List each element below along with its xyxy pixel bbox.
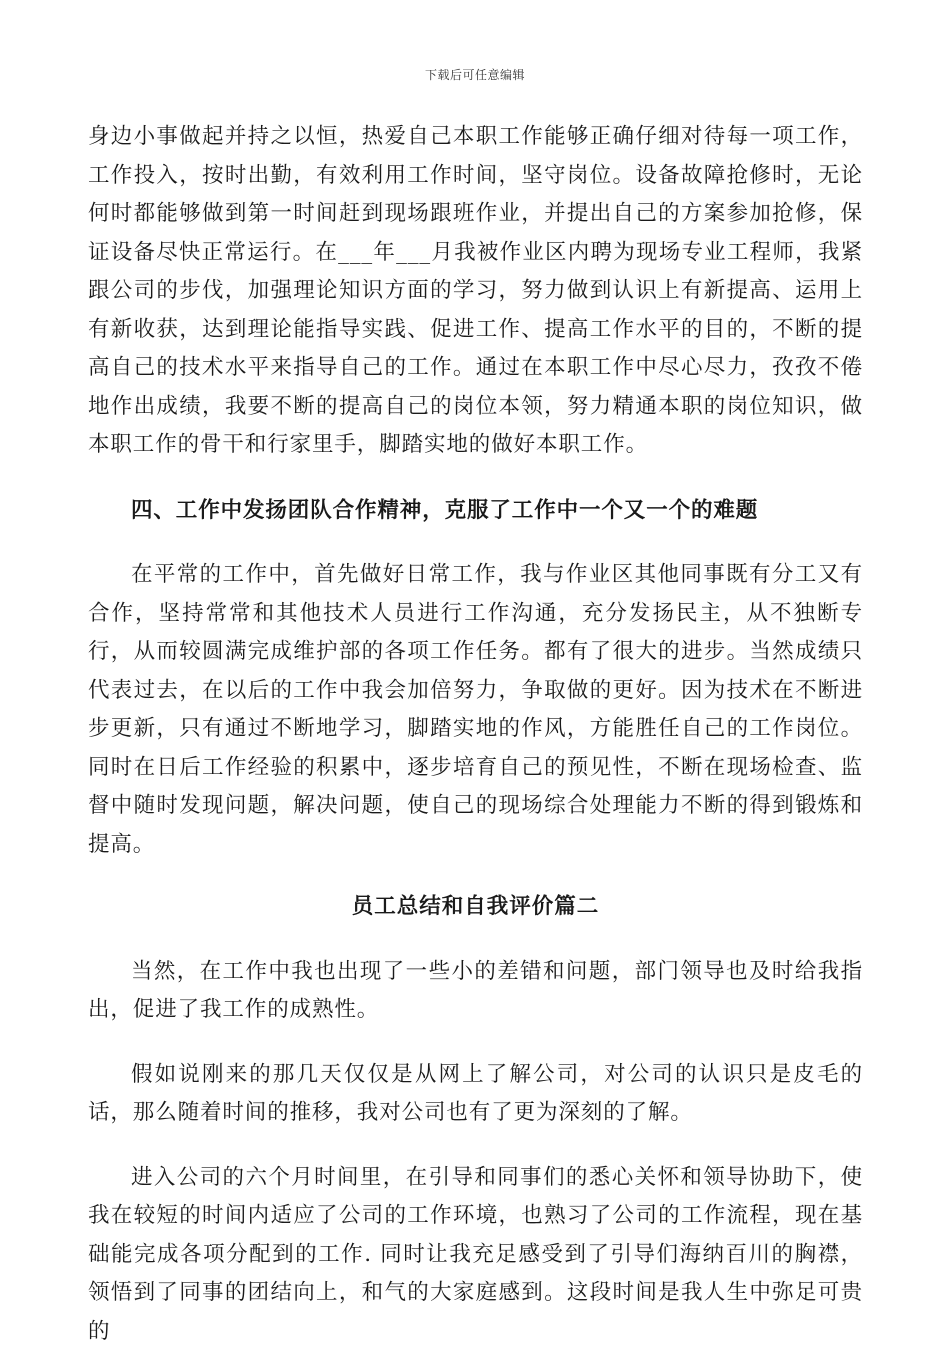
- paragraph-understanding: 假如说刚来的那几天仅仅是从网上了解公司，对公司的认识只是皮毛的话，那么随着时间的推移，我对公司也有了更为深刻的了解。: [88, 1056, 863, 1133]
- document-body: [88, 118, 863, 1351]
- paragraph-mistakes: 当然，在工作中我也出现了一些小的差错和问题，部门领导也及时给我指出，促进了我工作的成熟性。: [88, 953, 863, 1030]
- section-heading-four: 四、工作中发扬团队合作精神，克服了工作中一个又一个的难题: [88, 492, 863, 531]
- paragraph-teamwork: 在平常的工作中，首先做好日常工作，我与作业区其他同事既有分工又有合作，坚持常常和其他技术人员进行工作沟通，充分发扬民主，从不独断专行，从而较圆满完成维护部的各项工作任务。都有了很大的进步。当然成绩只代表过去，在以后的工作中我会加倍努力，争取做的更好。因为技术在不断进步更新，只有通过不断地学习，脚踏实地的作风，方能胜任自己的工作岗位。同时在日后工作经验的积累中，逐步培育自己的预见性，不断在现场检查、监督中随时发现问题，解决问题，使自己的现场综合处理能力不断的得到锻炼和提高。: [88, 556, 863, 864]
- paragraph-continuation: 身边小事做起并持之以恒，热爱自己本职工作能够正确仔细对待每一项工作，工作投入，按时出勤，有效利用工作时间，坚守岗位。设备故障抢修时，无论何时都能够做到第一时间赶到现场跟班作业，并提出自己的方案参加抢修，保证设备尽快正常运行。在___年___月我被作业区内聘为现场专业工程师，我紧跟公司的步伐，加强理论知识方面的学习，努力做到认识上有新提高、运用上有新收获，达到理论能指导实践、促进工作、提高工作水平的目的，不断的提高自己的技术水平来指导自己的工作。通过在本职工作中尽心尽力，孜孜不倦地作出成绩，我要不断的提高自己的岗位本领，努力精通本职的岗位知识，做本职工作的骨干和行家里手，脚踏实地的做好本职工作。: [88, 118, 863, 465]
- article-title: 员工总结和自我评价篇二: [88, 888, 863, 927]
- paragraph-six-months: 进入公司的六个月时间里，在引导和同事们的悉心关怀和领导协助下，使我在较短的时间内适应了公司的工作环境，也熟习了公司的工作流程，现在基础能完成各项分配到的工作. 同时让我充足感受到了引导们海纳百川的胸襟，领悟到了同事的团结向上，和气的大家庭感到。这段时间是我人生中弥足可贵的: [88, 1159, 863, 1351]
- page-header-note: 下载后可任意编辑: [0, 66, 950, 83]
